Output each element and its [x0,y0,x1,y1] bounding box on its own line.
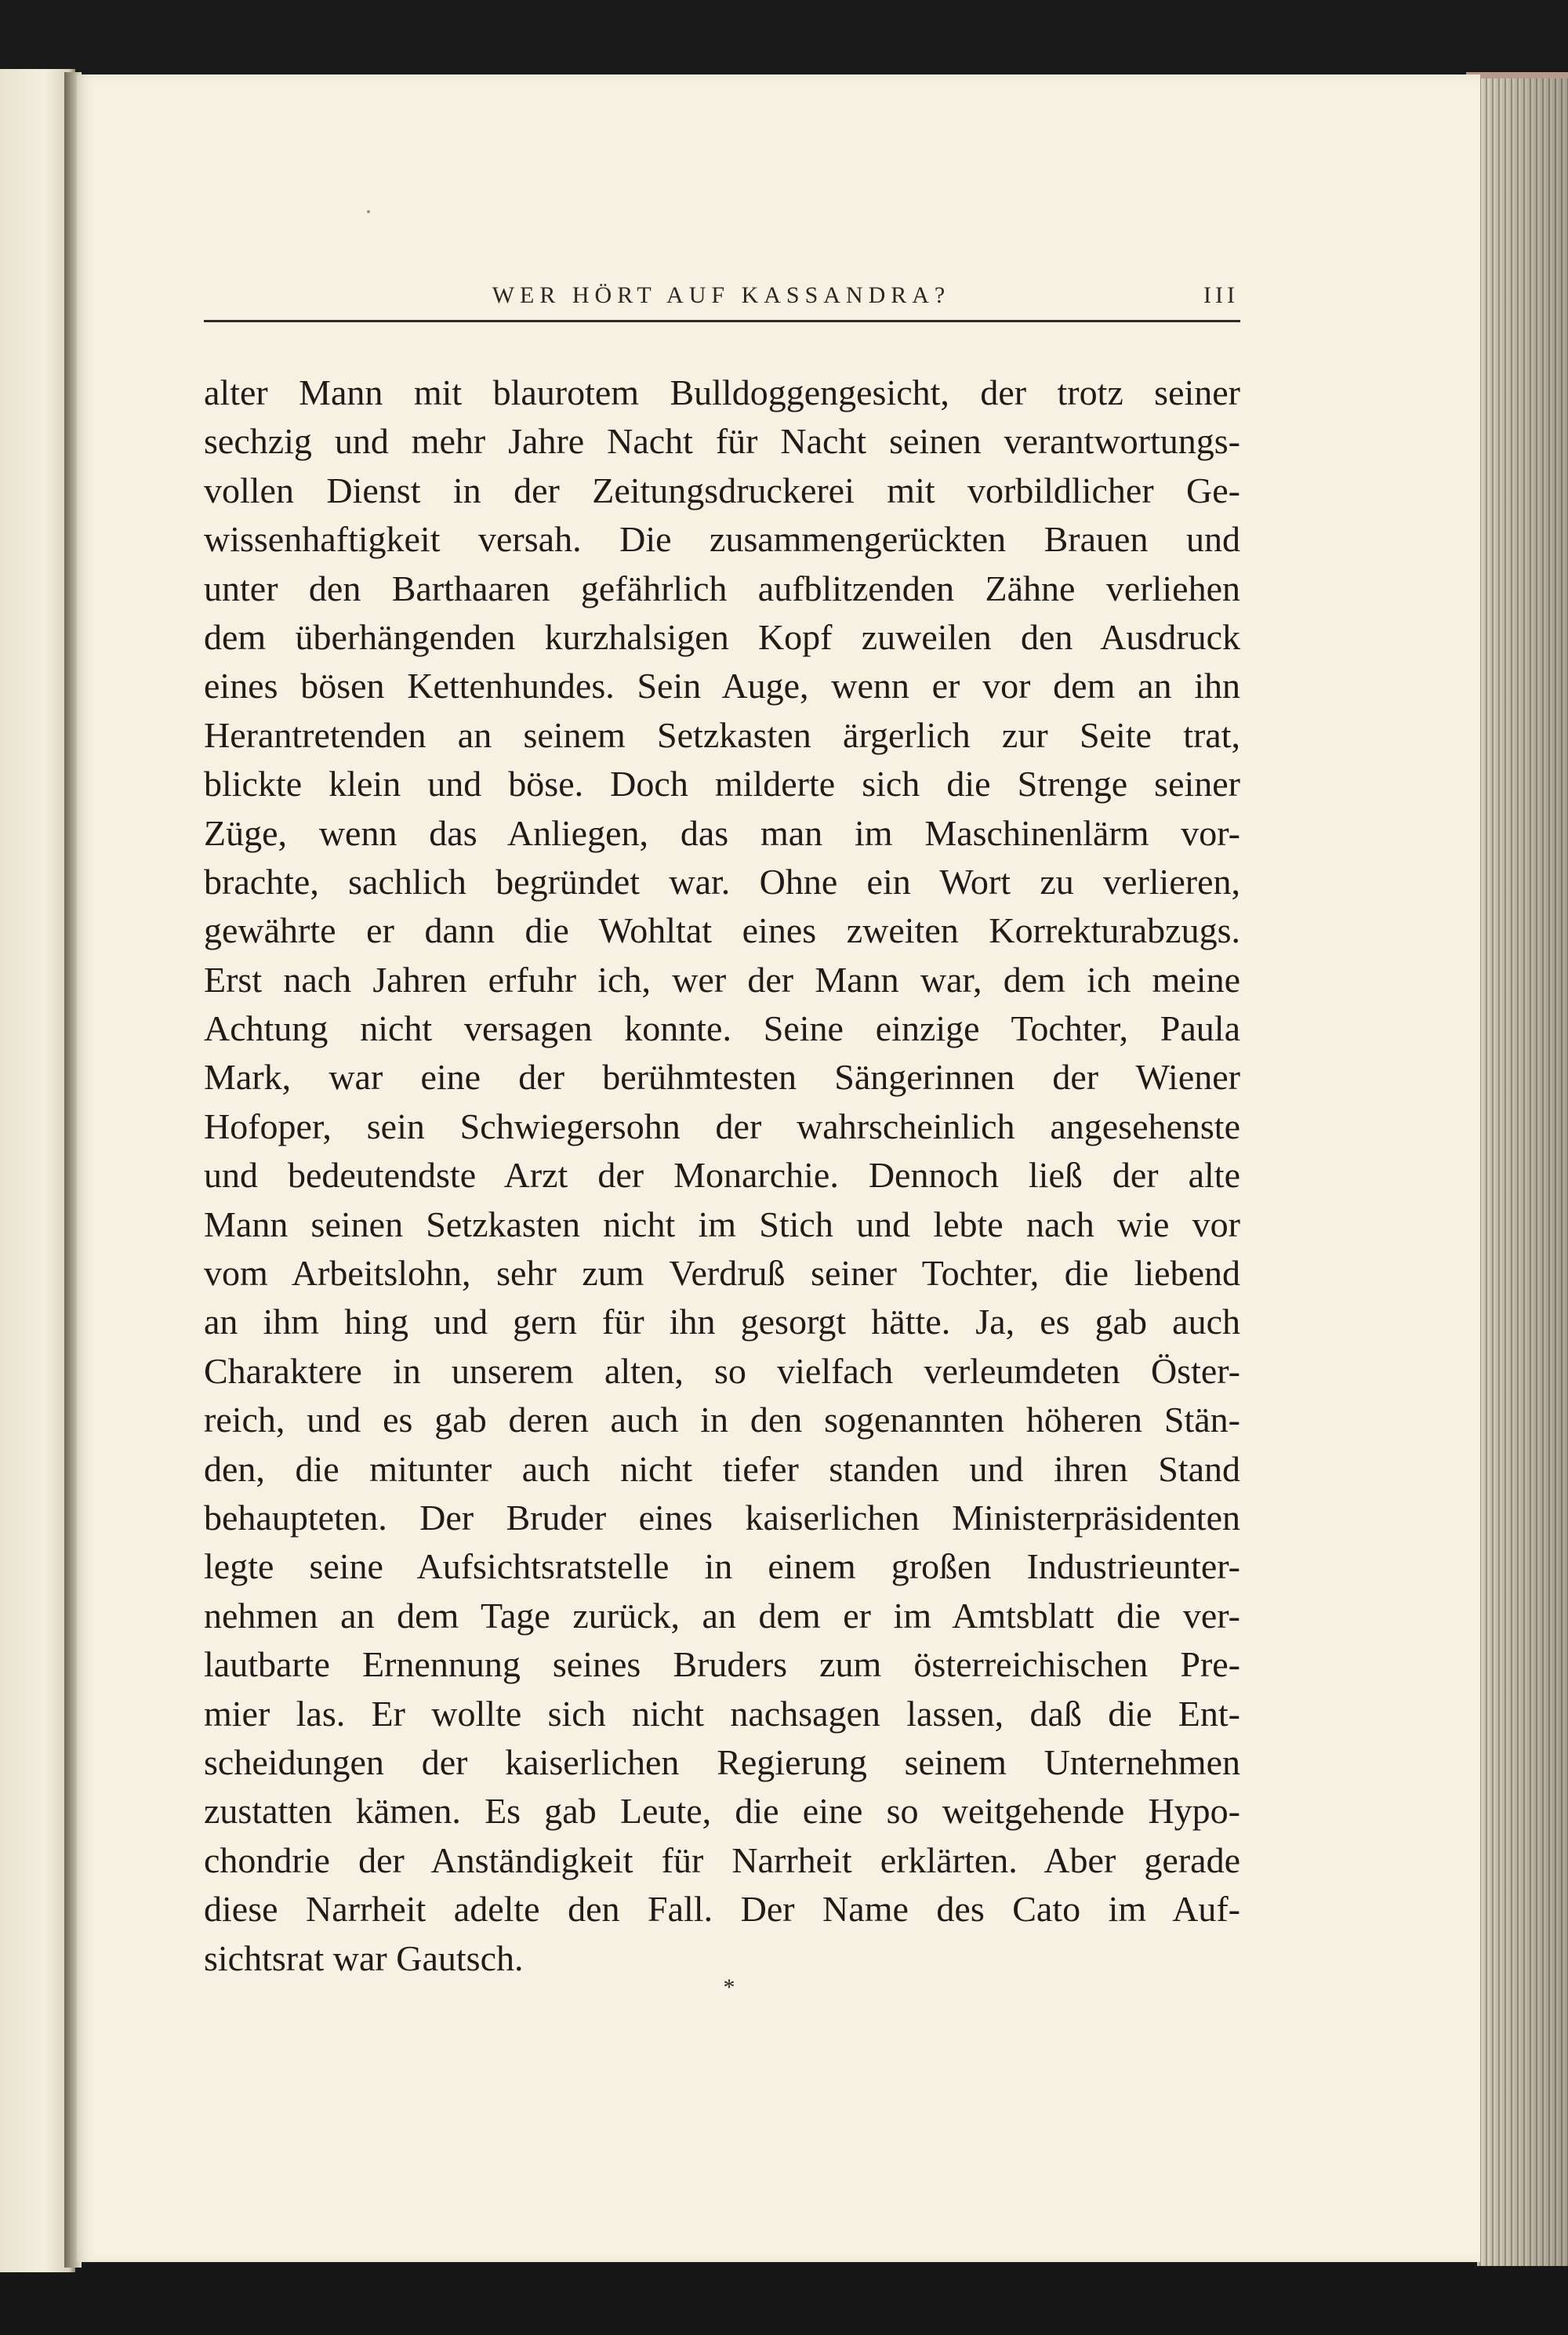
section-break-asterisk: * [723,1974,735,2000]
text-line: an ihm hing und gern für ihn gesorgt hätte. Ja, es gab auch [204,1302,1240,1342]
text-line: scheidungen der kaiserlichen Regierung seinem Unternehmen [204,1741,1240,1782]
text-line: reich, und es gab deren auch in den sogenannten höheren Stän- [204,1400,1240,1440]
text-line: Züge, wenn das Anliegen, das man im Maschinenlärm vor- [204,812,1240,853]
text-line: alter Mann mit blaurotem Bulldoggengesicht, der trotz seiner [204,372,1240,412]
text-line: dem überhängenden kurzhalsigen Kopf zuweilen den Ausdruck [204,616,1240,657]
scanner-background-top [0,0,1568,78]
header-rule [204,320,1240,322]
text-line: chondrie der Anständigkeit für Narrheit erklärten. Aber gerade [204,1839,1240,1880]
page-header [204,282,1239,321]
paper-speck [367,210,370,213]
text-line: nehmen an dem Tage zurück, an dem er im Amtsblatt die ver- [204,1595,1240,1636]
text-line: unter den Barthaaren gefährlich aufblitzenden Zähne verliehen [204,568,1240,608]
text-line: eines bösen Kettenhundes. Sein Auge, wenn er vor dem an ihn [204,666,1240,706]
text-line: zustatten kämen. Es gab Leute, die eine so weitgehende Hypo- [204,1791,1240,1832]
text-line: diese Narrheit adelte den Fall. Der Name des Cato im Auf- [204,1889,1240,1930]
text-line: lautbarte Ernennung seines Bruders zum österreichischen Pre- [204,1644,1240,1685]
page-number: III [1203,282,1239,308]
text-line: Erst nach Jahren erfuhr ich, wer der Mann war, dem ich meine [204,959,1240,1000]
text-line: Mann seinen Setzkasten nicht im Stich und lebte nach wie vor [204,1204,1240,1244]
text-line: Herantretenden an seinem Setzkasten ärgerlich zur Seite trat, [204,714,1240,755]
text-line: gewährte er dann die Wohltat eines zweiten Korrekturabzugs. [204,910,1240,951]
body-text [204,369,1240,1983]
text-line: blickte klein und böse. Doch milderte sich die Strenge seiner [204,764,1240,804]
text-line: Hofoper, sein Schwiegersohn der wahrscheinlich angesehenste [204,1106,1240,1146]
text-line-last: sichtsrat war Gautsch. [204,1937,524,1978]
page-edge-shade [1477,78,1568,2266]
text-line: legte seine Aufsichtsratstelle in einem großen Industrieunter- [204,1546,1240,1587]
text-line: Achtung nicht versagen konnte. Seine einzige Tochter, Paula [204,1008,1240,1049]
text-line: brachte, sachlich begründet war. Ohne ein Wort zu verlieren, [204,861,1240,902]
text-line: vollen Dienst in der Zeitungsdruckerei mit vorbildlicher Ge- [204,470,1240,510]
running-head: WER HÖRT AUF KASSANDRA? [492,282,951,308]
text-line: sechzig und mehr Jahre Nacht für Nacht seinen verantwortungs- [204,421,1240,462]
text-line: Mark, war eine der berühmtesten Sängerinnen der Wiener [204,1057,1240,1098]
text-line: wissenhaftigkeit versah. Die zusammengerückten Brauen und [204,519,1240,560]
text-line: mier las. Er wollte sich nicht nachsagen lassen, daß die Ent- [204,1693,1240,1734]
text-line: Charaktere in unserem alten, so vielfach verleumdeten Öster- [204,1350,1240,1391]
text-line: und bedeutendste Arzt der Monarchie. Dennoch ließ der alte [204,1155,1240,1196]
text-line: vom Arbeitslohn, sehr zum Verdruß seiner Tochter, die liebend [204,1253,1240,1294]
text-line: den, die mitunter auch nicht tiefer standen und ihren Stand [204,1448,1240,1489]
scanner-background-bottom [0,2258,1568,2335]
text-line: behaupteten. Der Bruder eines kaiserlichen Ministerpräsidenten [204,1497,1240,1538]
